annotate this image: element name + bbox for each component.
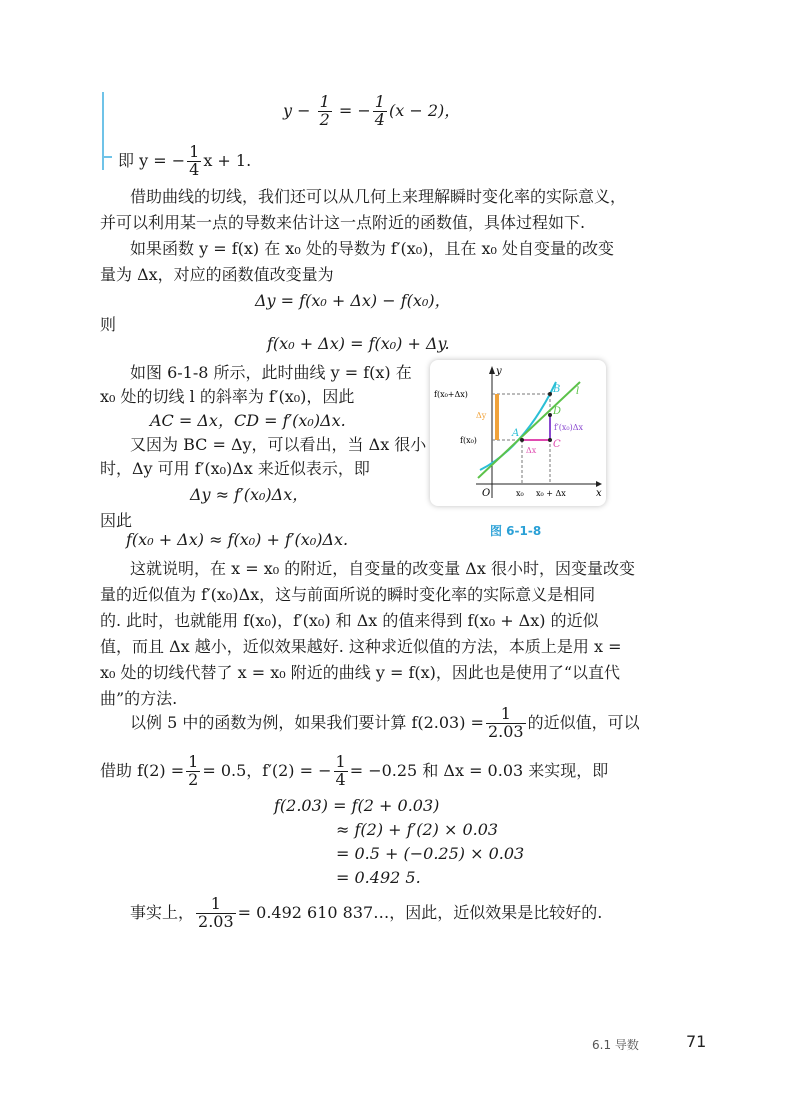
calc-line2: ≈ f(2) + f′(2) × 0.03 — [336, 820, 499, 839]
para4-line2: 时，Δy 可用 f′(x₀)Δx 来近似表示，即 — [100, 459, 370, 478]
margin-bar — [102, 92, 104, 170]
calc-line1: f(2.03) = f(2 + 0.03) — [274, 796, 440, 815]
calc-line4: = 0.492 5. — [336, 868, 421, 887]
label-f-x0: f(x₀) — [460, 436, 477, 445]
footer-section: 6.1 导数 — [592, 1038, 639, 1052]
para5-line6: 曲”的方法. — [100, 689, 178, 708]
label-o: O — [482, 488, 491, 499]
margin-bar-tick — [102, 156, 112, 158]
equation-intro: y − $\frac{1}{2}$ = − $\frac{1}{4}$ (x − 2)， — [283, 92, 461, 129]
label-b: B — [553, 384, 561, 395]
label-d: D — [553, 406, 562, 417]
para1-line2: 并可以利用某一点的导数来估计这一点附近的函数值，具体过程如下. — [100, 213, 586, 232]
equation-f: f(x₀ + Δx) = f(x₀) + Δy. — [267, 334, 450, 353]
para2-line1: 如果函数 y = f(x) 在 x₀ 处的导数为 f′(x₀)，且在 x₀ 处自变量的改变 — [130, 239, 615, 258]
label-l: l — [576, 386, 580, 397]
equation-dy: Δy = f(x₀ + Δx) − f(x₀)， — [255, 291, 451, 310]
curve — [480, 382, 556, 470]
para5-line3: 的. 此时，也就能用 f(x₀)，f′(x₀) 和 Δx 的值来得到 f(x₀ + Δx) 的近似 — [100, 611, 599, 630]
page-number: 71 — [686, 1032, 707, 1051]
para5-line5: x₀ 处的切线代替了 x = x₀ 附近的曲线 y = f(x)，因此也是使用了“以直代 — [100, 663, 621, 682]
delta-y-bar — [495, 394, 499, 440]
therefore-word: 因此 — [100, 511, 133, 530]
label-y: y — [496, 366, 502, 377]
label-fp-dx: f′(x₀)Δx — [554, 423, 584, 432]
para3-line1: 如图 6-1-8 所示，此时曲线 y = f(x) 在 — [130, 363, 412, 382]
figure-6-1-8 — [430, 360, 606, 506]
x-axis-arrow — [596, 481, 602, 487]
then-word: 则 — [100, 315, 117, 334]
label-x: x — [596, 488, 602, 499]
y-axis-arrow — [489, 366, 495, 374]
equation-result: 即 y = − $\frac{1}{4}$ x + 1. — [118, 142, 252, 179]
equation-approx: Δy ≈ f′(x₀)Δx， — [190, 485, 309, 504]
label-delta-y: Δy — [476, 411, 487, 420]
para5-line4: 值，而且 Δx 越小，近似效果越好. 这种求近似值的方法，本质上是用 x = — [100, 637, 622, 656]
equation-ac-cd: AC = Δx，CD = f′(x₀)Δx. — [150, 411, 346, 430]
label-f-x0-dx: f(x₀+Δx) — [434, 390, 468, 399]
para3-line2: x₀ 处的切线 l 的斜率为 f′(x₀)，因此 — [100, 387, 355, 406]
label-c: C — [553, 439, 561, 450]
para6-line1: 以例 5 中的函数为例，如果我们要计算 f(2.03) = $\frac{1}{2.03}$ 的近似值，可以 — [130, 704, 640, 741]
para6-line2: 借助 f(2) = $\frac{1}{2}$ = 0.5，f′(2) = − $\frac{1}{4}$ = −0.25 和 Δx = 0.03 来实现，即 — [100, 752, 609, 789]
figure-caption: 图 6-1-8 — [490, 524, 542, 538]
point-d — [548, 413, 552, 417]
equation-final: f(x₀ + Δx) ≈ f(x₀) + f′(x₀)Δx. — [126, 530, 349, 549]
point-b — [548, 392, 552, 396]
calc-line3: = 0.5 + (−0.25) × 0.03 — [336, 844, 525, 863]
para5-line2: 量的近似值为 f′(x₀)Δx，这与前面所说的瞬时变化率的实际意义是相同 — [100, 585, 596, 604]
label-a: A — [512, 428, 520, 439]
point-c — [548, 438, 552, 442]
label-x0: x₀ — [516, 489, 524, 498]
label-x0-dx: x₀ + Δx — [536, 489, 566, 498]
point-a — [520, 438, 524, 442]
figure-svg — [430, 360, 606, 506]
label-delta-x: Δx — [526, 446, 537, 455]
para2-line2: 量为 Δx，对应的函数值改变量为 — [100, 265, 334, 284]
conclusion: 事实上， $\frac{1}{2.03}$ = 0.492 610 837…，因此，近似效果是比较好的. — [130, 894, 603, 931]
para4-line1: 又因为 BC = Δy，可以看出，当 Δx 很小 — [130, 435, 427, 454]
para1-line1: 借助曲线的切线，我们还可以从几何上来理解瞬时变化率的实际意义， — [130, 187, 627, 206]
para5-line1: 这就说明，在 x = x₀ 的附近，自变量的改变量 Δx 很小时，因变量改变 — [130, 559, 635, 578]
